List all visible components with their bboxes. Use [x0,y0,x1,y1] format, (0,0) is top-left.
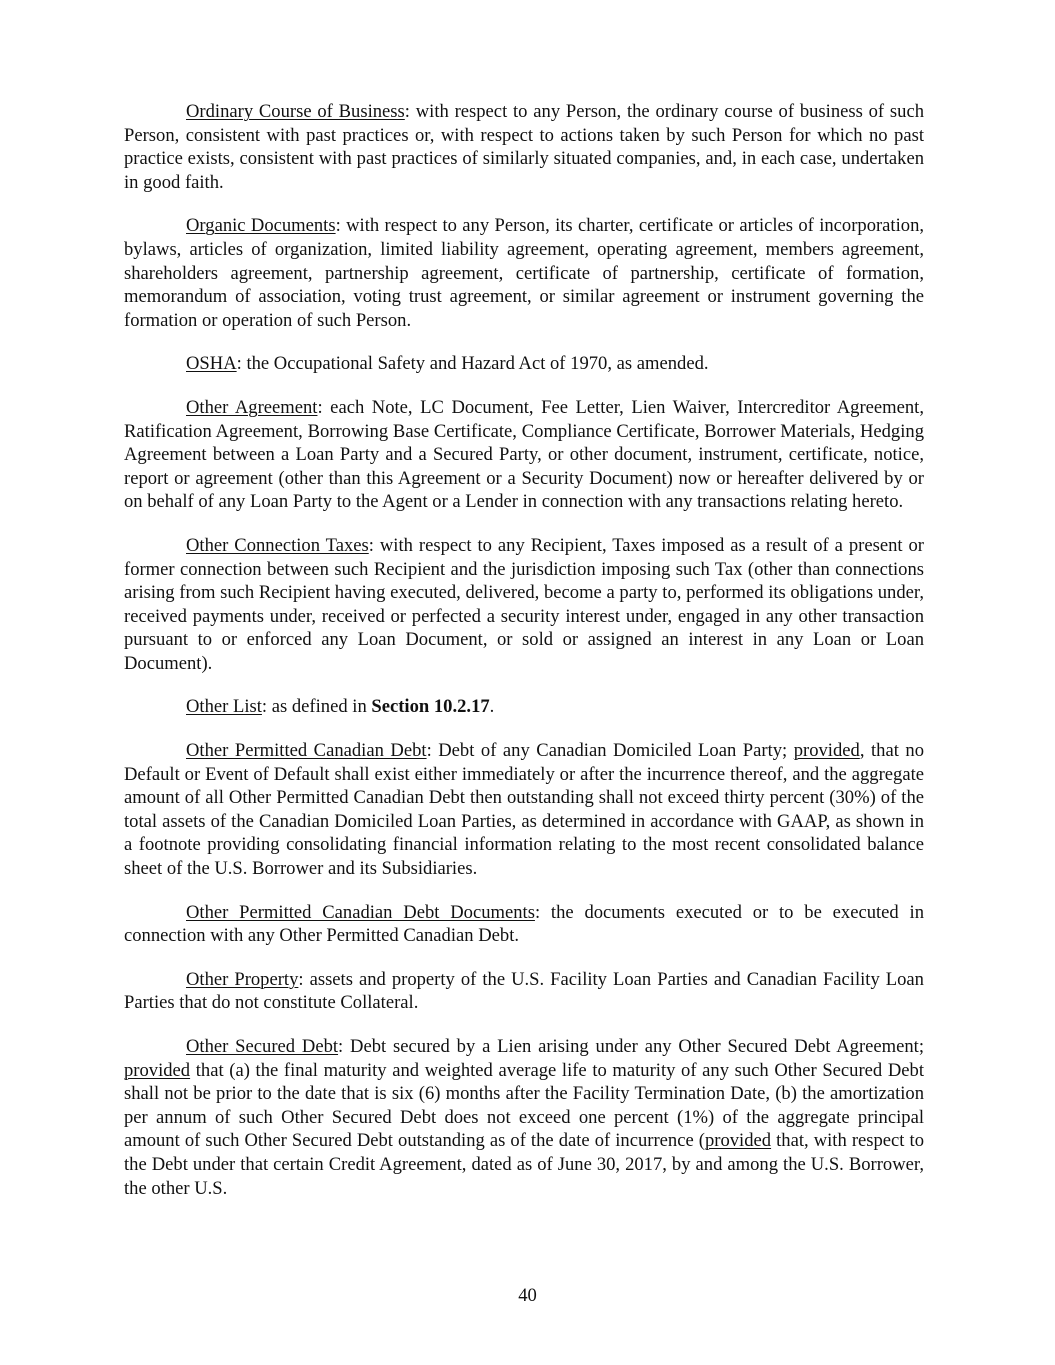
definition-text: . [489,696,495,718]
proviso-term: provided [124,1059,191,1081]
definition-other-permitted-canadian-debt-documents [124,901,924,948]
term-heading: Other Agreement [186,396,318,418]
definition-text: : assets and property of the U.S. Facility Loan Parties and Canadian Facility Loan Parties that do not constitute Collateral. [124,968,924,1014]
definition-other-connection-taxes [124,534,924,676]
definition-ordinary-course-of-business [124,100,924,194]
definition-text: : as defined in [261,696,372,718]
definition-text: : with respect to any Person, its charter, certificate or articles of incorporation, bylaws, articles of organization, limited liability agreement, operating agreement, members agreement, shareholders agreement, partnership agreement, certificate of partnership, certificate of formation, memorandum of association, voting trust agreement, or similar agreement or instrument governing the formation or operation of such Person. [124,215,925,331]
definition-text: : the documents executed or to be executed in connection with any Other Permitted Canadian Debt. [124,901,924,947]
definition-text: : each Note, LC Document, Fee Letter, Lien Waiver, Intercreditor Agreement, Ratification Agreement, Borrowing Base Certificate, Compliance Certificate, Borrower Materials, Hedging Agreement between a Loan Party and a Secured Party, or other document, instrument, certificate, notice, report or agreement (other than this Agreement or a Security Document) now or hereafter delivered by or on behalf of any Loan Party to the Agent or a Lender in connection with any transactions relating hereto. [124,396,924,513]
proviso-term: provided [793,740,860,762]
definition-other-secured-debt [124,1035,924,1200]
definition-other-agreement [124,396,924,514]
term-heading: Other Secured Debt [186,1036,339,1057]
term-heading: Other Permitted Canadian Debt [186,740,427,762]
section-reference: Section 10.2.17 [371,696,490,718]
definition-text: : the Occupational Safety and Hazard Act of 1970, as amended. [236,353,709,375]
definition-text: : Debt secured by a Lien arising under any Other Secured Debt Agreement; [338,1036,924,1057]
page-number: 40 [518,1285,537,1306]
term-heading: OSHA [186,353,237,375]
definition-other-property [124,968,924,1015]
definition-text: : with respect to any Person, the ordinary course of business of such Person, consistent with past practices or, with respect to actions taken by such Person for which no past practice exists, consistent with past practices of similarly situated companies, and, in each case, undertaken in good faith. [124,101,924,193]
definition-text: that, with respect to the Debt under that certain Credit Agreement, dated as of June 30, 2017, by and among the U.S. Borrower, the other U.S. [124,1130,924,1199]
definition-other-list [124,695,924,719]
proviso-term: provided [704,1130,772,1152]
definition-text: , that no Default or Event of Default shall exist either immediately or after the incurrence thereof, and the aggregate amount of all Other Permitted Canadian Debt then outstanding shall not exceed thirty percent (30%) of the total assets of the Canadian Domiciled Loan Parties, as determined in accordance with GAAP, as shown in a footnote providing consolidating financial information relating to the most recent consolidated balance sheet of the U.S. Borrower and its Subsidiaries. [124,740,924,880]
definition-organic-documents [124,214,924,332]
term-heading: Other Property [186,968,299,990]
definition-other-permitted-canadian-debt [124,739,924,881]
term-heading: Other List [186,696,262,718]
definition-text: : with respect to any Recipient, Taxes imposed as a result of a present or former connection between such Recipient and the jurisdiction imposing such Tax (other than connections arising from such Recipient having executed, delivered, become a party to, performed its obligations under, received payments under, received or perfected a security interest under, engaged in any other transaction pursuant to or enforced any Loan Document, or sold or assigned an interest in any Loan or Loan Document). [124,534,925,674]
term-heading: Organic Documents [186,215,336,237]
document-page [124,100,924,1220]
term-heading: Other Connection Taxes [186,534,369,556]
definition-text: that (a) the final maturity and weighted average life to maturity of any such Other Secured Debt shall not be prior to the date that is six (6) months after the Facility Termination Date, (b) the amortization per annum of such Other Secured Debt does not exceed one percent (1%) of the aggregate principal amount of such Other Secured Debt outstanding as of the date of incurrence ( [124,1059,924,1152]
definition-text: : Debt of any Canadian Domiciled Loan Party; [426,740,794,762]
term-heading: Ordinary Course of Business [186,101,405,122]
term-heading: Other Permitted Canadian Debt Documents [186,901,535,923]
definition-osha [124,352,924,376]
